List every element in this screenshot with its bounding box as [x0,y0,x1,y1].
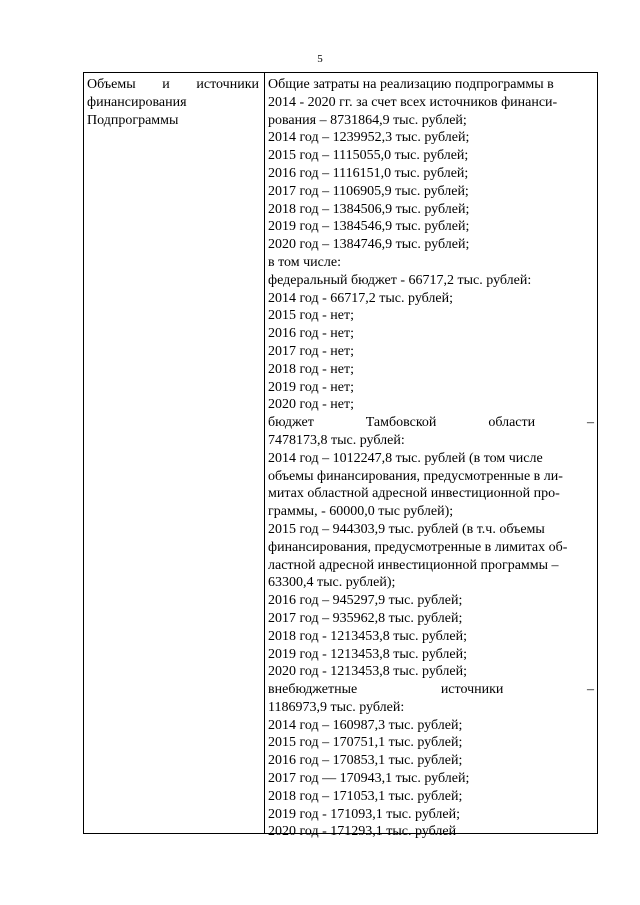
total-year-line: 2019 год – 1384546,9 тыс. рублей; [268,219,470,235]
regional-year-line: 2019 год - 1213453,8 тыс. рублей; [268,646,468,662]
label-word-and: и [162,77,170,92]
extra-year-line: 2020 год - 171293,1 тыс. рублей [268,824,457,840]
regional-2014-line-4: граммы, - 60000,0 тыс рублей); [268,504,454,520]
extra-year-line: 2018 год – 171053,1 тыс. рублей; [268,788,463,804]
federal-year-line: 2020 год - нет; [268,397,354,413]
regional-year-line: 2018 год - 1213453,8 тыс. рублей; [268,628,468,644]
left-cell-label [87,76,259,129]
regional-2014-line-1: 2014 год – 1012247,8 тыс. рублей (в том числе [268,450,543,466]
regional-header-line-1 [268,414,594,432]
total-year-line: 2014 год – 1239952,3 тыс. рублей; [268,130,470,146]
regional-year-line: 2016 год – 945297,9 тыс. рублей; [268,593,463,609]
extra-year-line: 2016 год – 170853,1 тыс. рублей; [268,753,463,769]
label-line-1 [87,76,259,94]
regional-2015-line-3: ластной адресной инвестиционной программы – [268,557,559,573]
regional-2014-line-2: объемы финансирования, предусмотренные в ли- [268,468,563,484]
regional-word-budget: бюджет [268,415,314,431]
federal-year-line: 2015 год - нет; [268,308,354,324]
total-line-1 [268,76,594,94]
regional-word-tambov: Тамбовской [365,415,437,431]
federal-year-line: 2019 год - нет; [268,379,354,395]
label-line-2: финансирования [87,94,187,110]
extra-dash: – [586,682,594,698]
regional-header-line-2: 7478173,8 тыс. рублей: [268,432,405,448]
extra-word-sources: источники [440,682,504,698]
federal-year-line: 2014 год - 66717,2 тыс. рублей; [268,290,454,306]
total-year-line: 2016 год – 1116151,0 тыс. рублей; [268,165,469,181]
extra-year-line: 2019 год - 171093,1 тыс. рублей; [268,806,461,822]
label-word-volumes: Объемы [87,77,136,92]
page-number: 5 [317,53,323,65]
column-divider [264,73,265,833]
regional-2015-line-1: 2015 год – 944303,9 тыс. рублей (в т.ч. объемы [268,521,545,537]
federal-year-line: 2017 год - нет; [268,343,354,359]
regional-year-line: 2020 год - 1213453,8 тыс. рублей; [268,664,468,680]
total-year-line: 2017 год – 1106905,9 тыс. рублей; [268,183,469,199]
total-line-2: 2014 - 2020 гг. за счет всех источников финанси- [268,94,558,110]
federal-header: федеральный бюджет - 66717,2 тыс. рублей: [268,272,532,288]
regional-word-region: области [488,415,536,431]
regional-2015-line-2: финансирования, предусмотренные в лимитах об- [268,539,568,555]
financing-table [83,72,598,840]
total-text-1: Общие затраты на реализацию подпрограммы в [268,77,554,92]
right-cell-content [268,76,594,841]
label-line-3: Подпрограммы [87,112,179,128]
total-year-line: 2018 год – 1384506,9 тыс. рублей; [268,201,470,217]
regional-2014-line-3: митах областной адресной инвестиционной про- [268,486,560,502]
in-total-label: в том числе: [268,254,341,270]
total-line-3: рования – 8731864,9 тыс. рублей; [268,112,467,128]
extra-year-line: 2017 год — 170943,1 тыс. рублей; [268,771,470,787]
federal-year-line: 2018 год - нет; [268,361,354,377]
regional-2015-line-4: 63300,4 тыс. рублей); [268,575,396,591]
regional-year-line: 2017 год – 935962,8 тыс. рублей; [268,610,463,626]
federal-year-line: 2016 год - нет; [268,326,354,342]
label-word-sources: источники [196,77,259,92]
extra-header-line-1 [268,681,594,699]
total-year-line: 2020 год – 1384746,9 тыс. рублей; [268,237,470,253]
total-year-line: 2015 год – 1115055,0 тыс. рублей; [268,148,469,164]
extra-year-line: 2015 год – 170751,1 тыс. рублей; [268,735,463,751]
extra-word-offbudget: внебюджетные [268,682,358,698]
regional-dash: – [587,415,594,431]
extra-year-line: 2014 год – 160987,3 тыс. рублей; [268,717,463,733]
extra-header-line-2: 1186973,9 тыс. рублей: [268,699,405,715]
